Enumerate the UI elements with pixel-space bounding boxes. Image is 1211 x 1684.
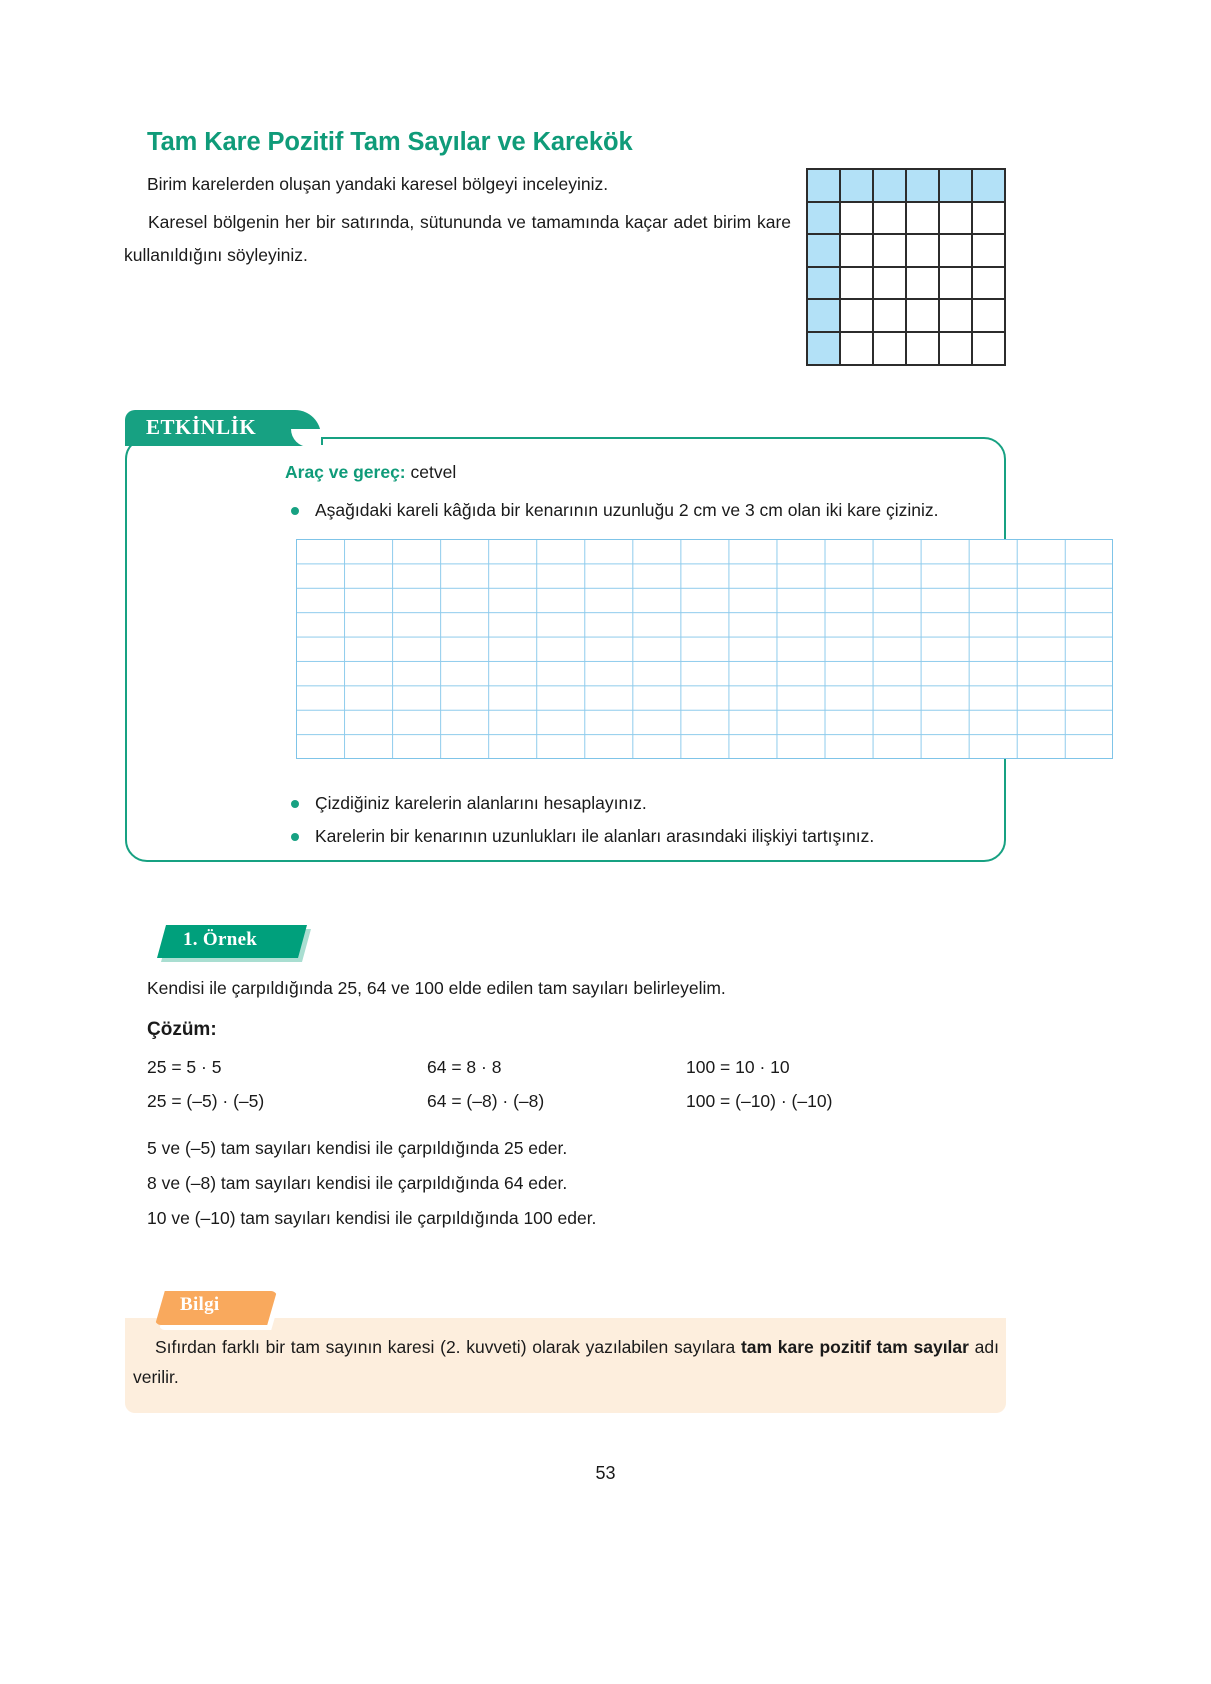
example-badge	[157, 925, 327, 963]
unit-square-cell	[940, 333, 973, 366]
page-number: 53	[595, 1463, 616, 1483]
unit-square-cell	[808, 300, 841, 333]
activity-tab-label: ETKİNLİK	[146, 415, 257, 439]
unit-square-cell	[808, 268, 841, 301]
unit-square-cell	[841, 203, 874, 236]
unit-square-cell	[841, 268, 874, 301]
unit-square-cell	[907, 203, 940, 236]
bullet-dot	[291, 507, 299, 515]
unit-square-cell	[907, 235, 940, 268]
unit-square-cell	[907, 170, 940, 203]
unit-square-grid-figure	[806, 168, 1006, 366]
unit-square-cell	[973, 235, 1006, 268]
intro-paragraph-1: Birim karelerden oluşan yandaki karesel bölgeyi inceleyiniz.	[147, 174, 609, 194]
equation-r2c1: 25 = (–5) · (–5)	[147, 1091, 265, 1111]
unit-square-cell	[907, 300, 940, 333]
conclusion-1: 5 ve (–5) tam sayıları kendisi ile çarpıldığında 25 eder.	[147, 1138, 568, 1158]
unit-square-cell	[841, 170, 874, 203]
unit-square-cell	[973, 300, 1006, 333]
tool-label: Araç ve gereç:	[285, 462, 406, 482]
unit-square-cell	[940, 235, 973, 268]
example-badge-label: 1. Örnek	[183, 929, 258, 950]
equation-r1c2: 64 = 8 · 8	[427, 1057, 502, 1077]
tool-line	[285, 462, 456, 483]
unit-square-cell	[973, 170, 1006, 203]
activity-bullet-2: Çizdiğiniz karelerin alanlarını hesaplayınız.	[315, 793, 647, 813]
unit-square-cell	[940, 170, 973, 203]
unit-square-cell	[940, 300, 973, 333]
unit-square-cell	[808, 333, 841, 366]
unit-square-cell	[808, 203, 841, 236]
solution-label: Çözüm:	[147, 1019, 217, 1040]
equation-r2c3: 100 = (–10) · (–10)	[686, 1091, 833, 1111]
unit-square-cell	[940, 203, 973, 236]
intro-paragraph-2: Karesel bölgenin her bir satırında, sütununda ve tamamında kaçar adet birim kare kullanıldığını söyleyiniz.	[124, 212, 791, 265]
tool-value: cetvel	[410, 462, 457, 482]
bullet-dot	[291, 800, 299, 808]
unit-square-cell	[973, 333, 1006, 366]
info-text-part-2: adı verilir.	[133, 1337, 999, 1387]
info-section	[125, 1288, 1006, 1413]
activity-bullet-3: Karelerin bir kenarının uzunlukları ile alanları arasındaki ilişkiyi tartışınız.	[315, 826, 875, 846]
info-tab-label: Bilgi	[180, 1294, 220, 1315]
equation-r1c1: 25 = 5 · 5	[147, 1057, 222, 1077]
kareli-kagit-grid	[296, 539, 1113, 759]
unit-square-cell	[841, 235, 874, 268]
equation-r2c2: 64 = (–8) · (–8)	[427, 1091, 545, 1111]
activity-section	[125, 410, 1006, 862]
unit-square-cell	[874, 170, 907, 203]
unit-square-cell	[874, 268, 907, 301]
unit-square-cell	[907, 333, 940, 366]
conclusion-3: 10 ve (–10) tam sayıları kendisi ile çarpıldığında 100 eder.	[147, 1208, 597, 1228]
info-text-bold: tam kare pozitif tam sayılar	[740, 1337, 969, 1357]
unit-square-cell	[841, 300, 874, 333]
bullet-dot	[291, 833, 299, 841]
unit-square-cell	[874, 235, 907, 268]
activity-bullet-1: Aşağıdaki kareli kâğıda bir kenarının uzunluğu 2 cm ve 3 cm olan iki kare çiziniz.	[315, 500, 939, 520]
equation-r1c3: 100 = 10 · 10	[686, 1057, 790, 1077]
unit-square-cell	[907, 268, 940, 301]
unit-square-cell	[841, 333, 874, 366]
unit-square-cell	[808, 170, 841, 203]
unit-square-cell	[973, 268, 1006, 301]
unit-square-cell	[808, 235, 841, 268]
page-title: Tam Kare Pozitif Tam Sayılar ve Karekök	[147, 128, 633, 156]
unit-square-cell	[874, 300, 907, 333]
info-text	[133, 1332, 999, 1392]
conclusion-2: 8 ve (–8) tam sayıları kendisi ile çarpıldığında 64 eder.	[147, 1173, 568, 1193]
unit-square-cell	[874, 333, 907, 366]
example-question: Kendisi ile çarpıldığında 25, 64 ve 100 elde edilen tam sayıları belirleyelim.	[147, 978, 726, 998]
unit-square-cell	[874, 203, 907, 236]
unit-square-cell	[940, 268, 973, 301]
info-text-part-1: Sıfırdan farklı bir tam sayının karesi (2. kuvveti) olarak yazılabilen sayılara	[155, 1337, 741, 1357]
unit-square-cell	[973, 203, 1006, 236]
